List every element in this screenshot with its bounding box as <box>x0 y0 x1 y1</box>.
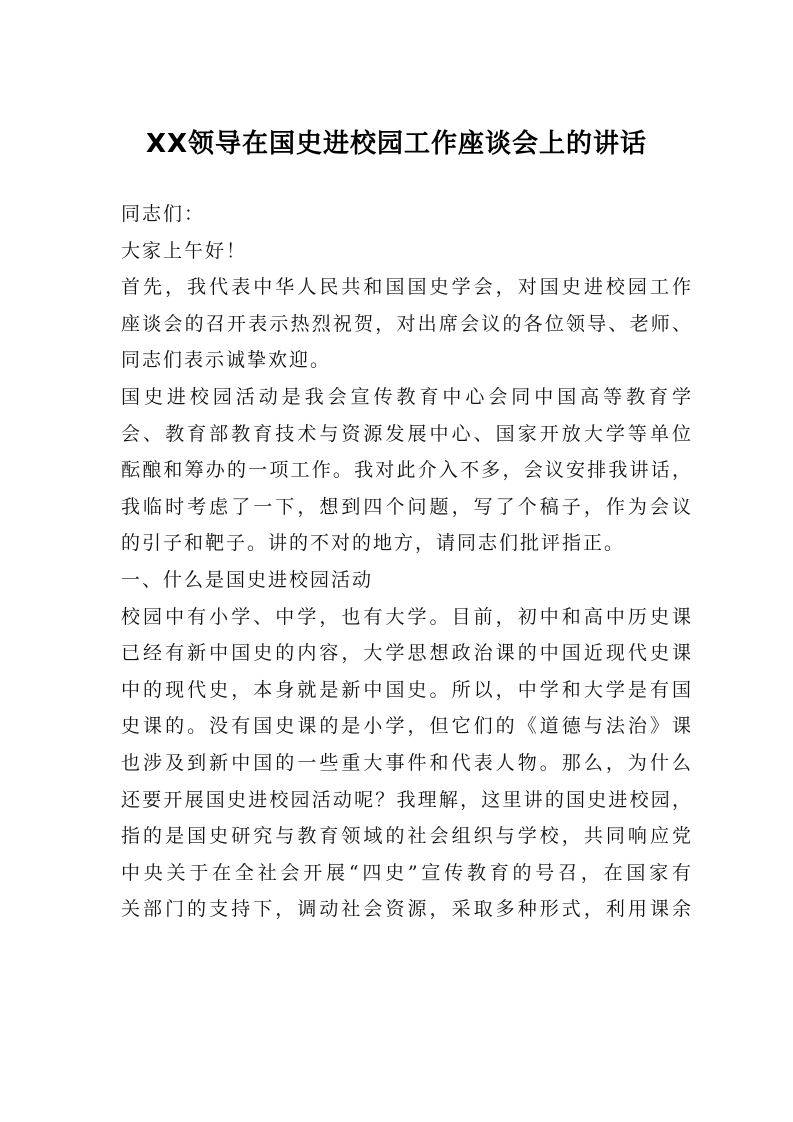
paragraph-line: 同志们表示诚挚欢迎。 <box>121 349 332 372</box>
paragraph-line: 中的现代史，本身就是新中国史。所以，中学和大学是有国 <box>121 678 691 701</box>
paragraph-line: 国史进校园活动是我会宣传教育中心会同中国高等教育学 <box>121 385 691 408</box>
paragraph-line: 史课的。没有国史课的是小学，但它们的《道德与法治》课 <box>121 715 691 738</box>
section-heading: 一、什么是国史进校园活动 <box>121 568 374 591</box>
paragraph-line: 座谈会的召开表示热烈祝贺，对出席会议的各位领导、老师、 <box>121 312 691 335</box>
paragraph-line: 我临时考虑了一下，想到四个问题，写了个稿子，作为会议 <box>121 495 691 518</box>
paragraph-line: 酝酿和筹办的一项工作。我对此介入不多，会议安排我讲话， <box>121 459 691 482</box>
paragraph-line: 已经有新中国史的内容，大学思想政治课的中国近现代史课 <box>121 642 691 665</box>
paragraph-line: 也涉及到新中国的一些重大事件和代表人物。那么，为什么 <box>121 751 691 774</box>
paragraph-line: 指的是国史研究与教育领域的社会组织与学校，共同响应党 <box>121 825 691 848</box>
greeting-line: 大家上午好！ <box>121 239 248 262</box>
salutation-line: 同志们： <box>121 203 206 225</box>
paragraph-line: 中央关于在全社会开展“四史”宣传教育的号召，在国家有 <box>121 861 691 884</box>
document-body <box>121 196 691 928</box>
paragraph-line: 校园中有小学、中学，也有大学。目前，初中和高中历史课 <box>121 605 691 628</box>
document-title: XX领导在国史进校园工作座谈会上的讲话 <box>145 129 648 159</box>
paragraph-line: 关部门的支持下，调动社会资源，采取多种形式，利用课余 <box>121 898 691 921</box>
paragraph-line: 的引子和靶子。讲的不对的地方，请同志们批评指正。 <box>121 532 626 555</box>
paragraph-line: 会、教育部教育技术与资源发展中心、国家开放大学等单位 <box>121 422 691 445</box>
paragraph-line: 首先，我代表中华人民共和国国史学会，对国史进校园工作 <box>121 276 691 299</box>
paragraph-line: 还要开展国史进校园活动呢？我理解，这里讲的国史进校园， <box>121 788 691 811</box>
